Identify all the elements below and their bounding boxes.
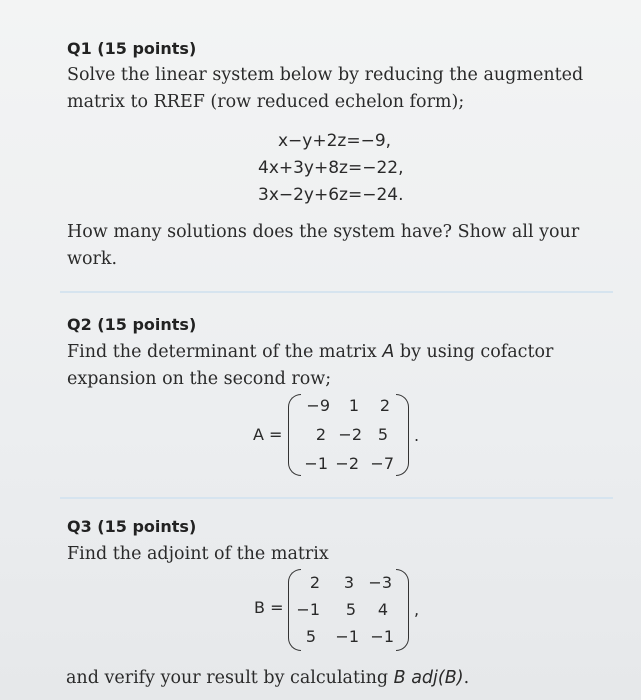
matrix-a-cell: −9 <box>306 396 330 415</box>
matrix-b-cell: 5 <box>305 627 316 646</box>
q1-line2: matrix to RREF (row reduced echelon form); <box>67 92 465 112</box>
matrix-b-cell: 2 <box>309 573 320 592</box>
q1-question <box>67 219 601 273</box>
q2-line1: Find the determinant of the matrix A by using cofactor <box>67 342 554 362</box>
q3-line1: Find the adjoint of the matrix <box>67 544 329 564</box>
divider-1 <box>60 291 613 293</box>
matrix-a-period: . <box>414 426 420 445</box>
q1-title: Q1 (15 points) <box>67 39 197 58</box>
matrix-b-cell: −3 <box>368 573 392 592</box>
q1-question-line1: How many solutions does the system have? Show all your <box>67 222 580 242</box>
matrix-b-right-paren <box>396 569 409 651</box>
matrix-a-label: A = <box>253 425 283 444</box>
matrix-a-cell: 5 <box>377 425 388 444</box>
q1-eq-2: 4x+3y+8z=−22, <box>258 158 404 178</box>
q1-line1: Solve the linear system below by reducing the augmented <box>67 65 584 85</box>
matrix-b-cell: −1 <box>296 600 320 619</box>
q3-closing <box>66 665 601 692</box>
matrix-a-cell: −1 <box>304 454 328 473</box>
matrix-b-cell: −1 <box>335 627 359 646</box>
q3-instruction <box>67 541 601 568</box>
matrix-b-comma: , <box>414 600 420 619</box>
matrix-a-cell: 1 <box>348 396 359 415</box>
q2-line2: expansion on the second row; <box>67 369 332 389</box>
q3-closing-text: and verify your result by calculating <box>66 668 394 688</box>
q1-eq-3: 3x−2y+6z=−24. <box>258 185 404 205</box>
matrix-b-cell: 5 <box>345 600 356 619</box>
divider-2 <box>60 497 613 499</box>
matrix-a-cell: −2 <box>338 425 362 444</box>
matrix-b-cell: −1 <box>370 627 394 646</box>
q2-instruction <box>67 339 601 393</box>
q3-closing-period: . <box>463 668 470 688</box>
q1-question-line2: work. <box>67 249 118 269</box>
matrix-b-cell: 4 <box>377 600 388 619</box>
matrix-a-cell: 2 <box>315 425 326 444</box>
q3-section <box>67 517 601 536</box>
q2-section <box>67 315 601 334</box>
q2-title: Q2 (15 points) <box>67 315 197 334</box>
q1-section <box>67 39 601 58</box>
matrix-a-cell: −7 <box>370 454 394 473</box>
q3-title: Q3 (15 points) <box>67 517 197 536</box>
matrix-a-right-paren <box>396 394 409 476</box>
q1-eq-1: x−y+2z=−9, <box>278 131 392 151</box>
matrix-b-cell: 3 <box>343 573 354 592</box>
matrix-a-cell: −2 <box>335 454 359 473</box>
q3-closing-math: B adj(B) <box>393 668 464 688</box>
matrix-b-label: B = <box>254 598 284 617</box>
matrix-a-cell: 2 <box>379 396 390 415</box>
q1-instruction <box>67 62 601 116</box>
